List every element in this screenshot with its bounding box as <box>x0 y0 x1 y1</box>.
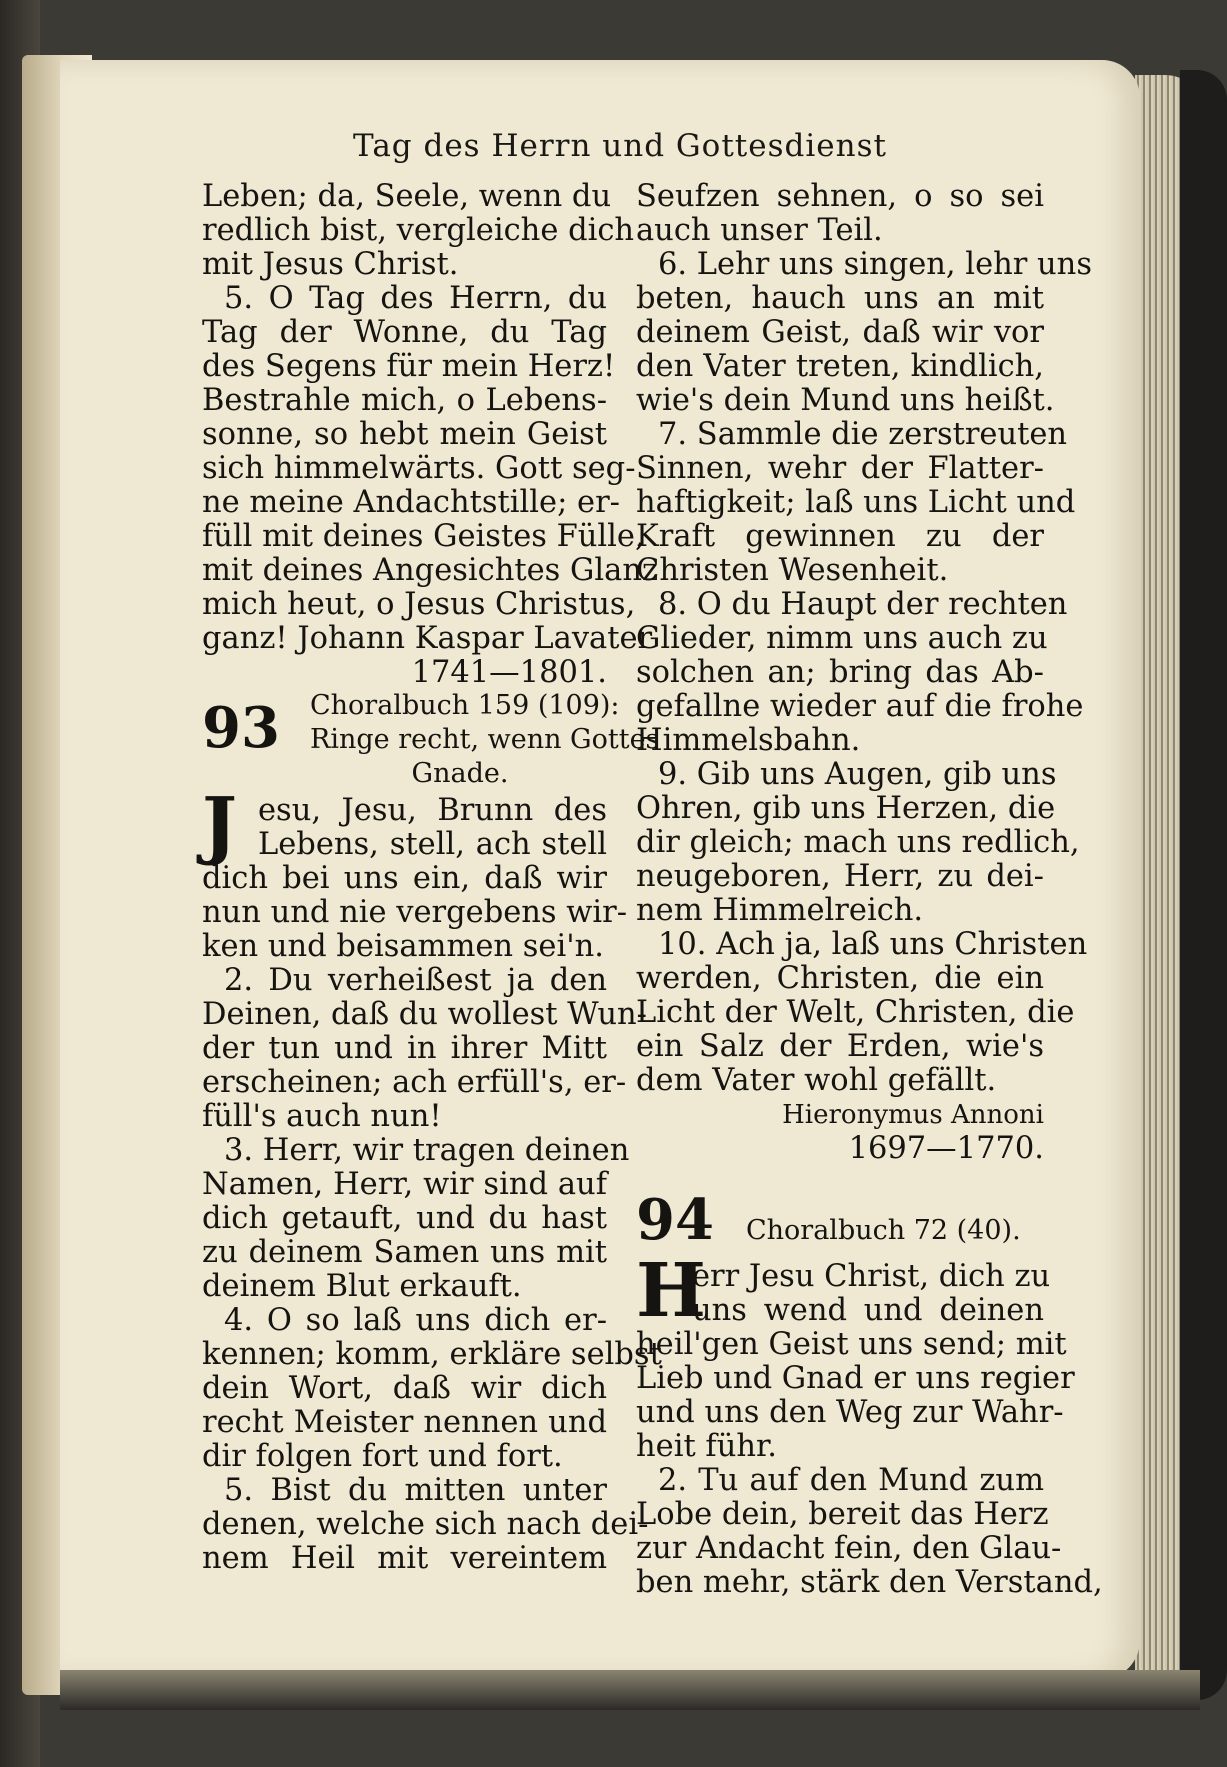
left-column <box>202 179 662 1576</box>
text-line: mich heut, o Jesus Christus, <box>202 587 636 622</box>
text-line: ben mehr, stärk den Verstand, <box>636 1565 1103 1600</box>
text-line: kennen; komm, erkläre selbst <box>202 1337 662 1372</box>
verse-start: 2. Du verheißest ja den <box>224 963 607 998</box>
text-line: Lieb und Gnad er uns regier <box>636 1361 1075 1396</box>
text-line: beten, hauch uns an mit <box>636 281 1044 316</box>
text-line: nem Himmelreich. <box>636 893 924 928</box>
text-line: der tun und in ihrer Mitt <box>202 1031 607 1066</box>
text-line: deinem Blut erkauft. <box>202 1269 522 1304</box>
text-line: recht Meister nennen und <box>202 1405 607 1440</box>
text-line: füll mit deines Geistes Fülle, <box>202 519 645 554</box>
text-line: err Jesu Christ, dich zu <box>692 1259 1051 1294</box>
text-line: dir folgen fort und fort. <box>202 1439 563 1474</box>
text-line: ken und beisammen sei'n. <box>202 929 604 964</box>
text-line: auch unser Teil. <box>636 213 883 248</box>
text-line: und uns den Weg zur Wahr- <box>636 1395 1064 1430</box>
text-line: solchen an; bring das Ab- <box>636 655 1044 690</box>
text-line: uns wend und deinen <box>692 1293 1044 1328</box>
text-line: nem Heil mit vereintem <box>202 1541 607 1576</box>
verse-start: 9. Gib uns Augen, gib uns <box>658 757 1057 792</box>
verse-start: 4. O so laß uns dich er- <box>224 1303 607 1338</box>
text-line: Christen Wesenheit. <box>636 553 949 588</box>
text-line: werden, Christen, die ein <box>636 961 1044 996</box>
verse-start: 7. Sammle die zerstreuten <box>658 417 1068 452</box>
text-line: gefallne wieder auf die frohe <box>636 689 1084 724</box>
text-line: Lebens, stell, ach stell <box>258 827 607 862</box>
text-line: wie's dein Mund uns heißt. <box>636 383 1055 418</box>
book-cover <box>1180 70 1227 1700</box>
text-line: dir gleich; mach uns redlich, <box>636 825 1080 860</box>
text-line: heil'gen Geist uns send; mit <box>636 1327 1067 1362</box>
text-line: Kraft gewinnen zu der <box>636 519 1044 554</box>
text-line: ne meine Andachtstille; er- <box>202 485 620 520</box>
verse-start: 10. Ach ja, laß uns Christen <box>658 927 1088 962</box>
text-line: deinem Geist, daß wir vor <box>636 315 1044 350</box>
text-line: heit führ. <box>636 1429 777 1464</box>
text-line: ein Salz der Erden, wie's <box>636 1029 1044 1064</box>
text-line: des Segens für mein Herz! <box>202 349 616 384</box>
text-line: dein Wort, daß wir dich <box>202 1371 607 1406</box>
text-line: Tag der Wonne, du Tag <box>202 315 607 350</box>
text-line: haftigkeit; laß uns Licht und <box>636 485 1076 520</box>
text-line: Licht der Welt, Christen, die <box>636 995 1075 1030</box>
text-line: ganz! Johann Kaspar Lavater <box>202 621 653 656</box>
verse-start: 2. Tu auf den Mund zum <box>658 1463 1044 1498</box>
text-line: sonne, so hebt mein Geist <box>202 417 607 452</box>
verse-start: 5. O Tag des Herrn, du <box>224 281 607 316</box>
text-line: Sinnen, wehr der Flatter- <box>636 451 1044 486</box>
text-line: zu deinem Samen uns mit <box>202 1235 607 1270</box>
author-years: 1741—1801. <box>411 655 607 690</box>
text-line: Deinen, daß du wollest Wun- <box>202 997 647 1032</box>
melody-name: Ringe recht, wenn Gottes <box>310 724 660 755</box>
hymn-number: 93 <box>202 695 280 761</box>
hymn-93-opening <box>202 782 607 868</box>
text-line: füll's auch nun! <box>202 1099 442 1134</box>
drop-cap: H <box>636 1248 706 1334</box>
text-line: Ohren, gib uns Herzen, die <box>636 791 1056 826</box>
running-header: Tag des Herrn und Gottesdienst <box>353 128 887 164</box>
text-line: esu, Jesu, Brunn des <box>258 793 607 828</box>
text-line: redlich bist, vergleiche dich <box>202 213 635 248</box>
author-name: Hieronymus Annoni <box>782 1100 1044 1130</box>
text-line: Glieder, nimm uns auch zu <box>636 621 1048 656</box>
verse-start: 5. Bist du mitten unter <box>224 1473 607 1508</box>
text-line: neugeboren, Herr, zu dei- <box>636 859 1044 894</box>
drop-cap: J <box>202 782 238 868</box>
text-line: nun und nie vergebens wir- <box>202 895 628 930</box>
text-line: Bestrahle mich, o Lebens- <box>202 383 607 418</box>
melody-name: Gnade. <box>411 758 509 789</box>
text-line: zur Andacht fein, den Glau- <box>636 1531 1062 1566</box>
choral-reference: Choralbuch 72 (40). <box>746 1215 1021 1246</box>
text-line: Lobe dein, bereit das Herz <box>636 1497 1049 1532</box>
text-line: dich getauft, und du hast <box>202 1201 607 1236</box>
author-years: 1697—1770. <box>848 1131 1044 1166</box>
text-line: Leben; da, Seele, wenn du <box>202 179 612 214</box>
text-line: Seufzen sehnen, o so sei <box>636 179 1044 214</box>
text-line: Namen, Herr, wir sind auf <box>202 1167 607 1202</box>
text-line: denen, welche sich nach dei- <box>202 1507 649 1542</box>
book-bottom <box>60 1670 1200 1710</box>
hymn-93-header <box>202 690 660 794</box>
text-line: dem Vater wohl gefällt. <box>636 1063 997 1098</box>
right-column <box>636 179 1103 1600</box>
verse-start: 8. O du Haupt der rechten <box>658 587 1068 622</box>
text-line: dich bei uns ein, daß wir <box>202 861 607 896</box>
text-line: sich himmelwärts. Gott seg- <box>202 451 636 486</box>
text-line: den Vater treten, kindlich, <box>636 349 1044 384</box>
text-line: erscheinen; ach erfüll's, er- <box>202 1065 627 1100</box>
text-line: Himmelsbahn. <box>636 723 861 758</box>
hymn-94-opening <box>636 1248 1051 1334</box>
verse-start: 6. Lehr uns singen, lehr uns <box>658 247 1092 282</box>
text-line: mit deines Angesichtes Glanz <box>202 553 659 588</box>
text-line: mit Jesus Christ. <box>202 247 459 282</box>
choral-reference: Choralbuch 159 (109): <box>310 690 620 721</box>
hymn-number: 94 <box>636 1187 714 1253</box>
verse-start: 3. Herr, wir tragen deinen <box>224 1133 630 1168</box>
hymn-info <box>310 690 660 792</box>
